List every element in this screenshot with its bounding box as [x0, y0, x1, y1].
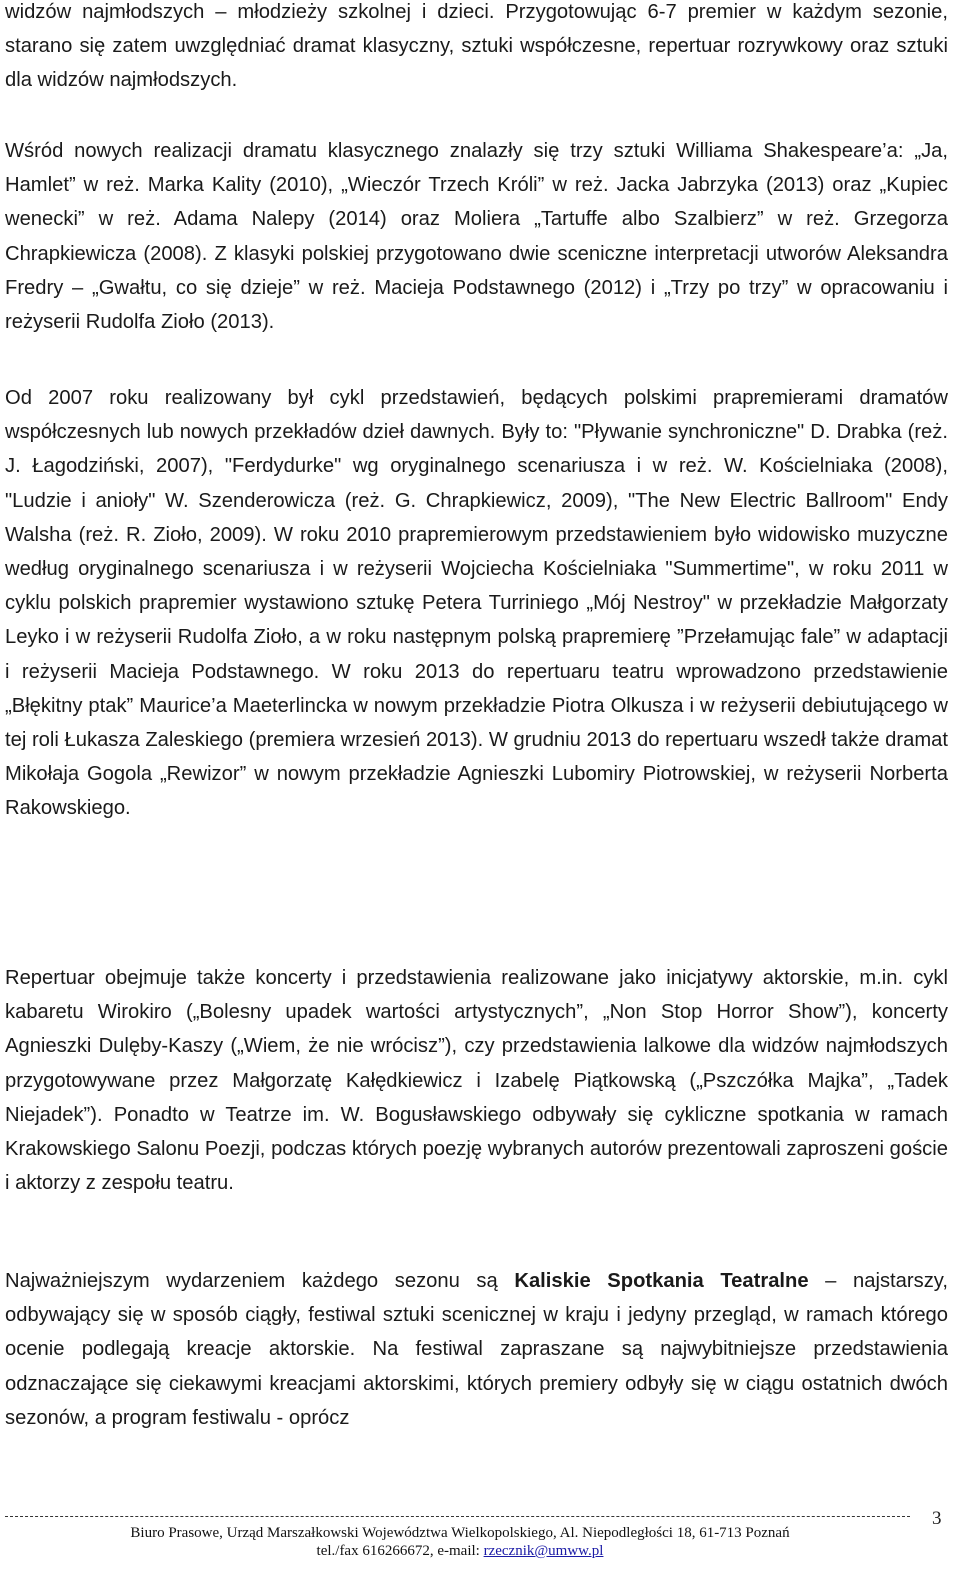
footer-contact-prefix: tel./fax 616266672, e-mail: — [316, 1543, 484, 1559]
footer-address: Biuro Prasowe, Urząd Marszałkowski Województwa Wielkopolskiego, Al. Niepodległości 18, 61-713 Poznań — [130, 1525, 790, 1541]
paragraph-1: widzów najmłodszych – młodzieży szkolnej i dzieci. Przygotowując 6-7 premier w każdym sezonie, starano się zatem uwzględniać dramat klasyczny, sztuki współczesne, repertuar rozrywkowy oraz sztuki dla widzów najmłodszych. — [5, 1, 948, 92]
paragraph-5-text-end: – najstarszy, odbywający się w sposób ciągły, festiwal sztuki scenicznej w kraju i jedyny przegląd, w ramach którego ocenie podlegają kreacje aktorskie. Na festiwal zapraszane są najwybitniejsze przedstawienia odznaczające się ciekawymi kreacjami aktorskimi, których premiery odbyły się w ciągu ostatnich dwóch sezonów, a program festiwalu - oprócz — [5, 1270, 948, 1429]
paragraph-5 — [5, 1264, 948, 1435]
email-link[interactable]: rzecznik@umww.pl — [483, 1543, 604, 1559]
festival-name: Kaliskie Spotkania Teatralne — [514, 1270, 809, 1292]
paragraph-2: Wśród nowych realizacji dramatu klasycznego znalazły się trzy sztuki Williama Shakespeare’a: „Ja, Hamlet” w reż. Marka Kality (2010), „Wieczór Trzech Króli” w reż. Jacka Jabrzyka (2013) oraz „Kupiec wenecki” w reż. Adama Nalepy (2014) oraz Moliera „Tartuffe albo Szalbierz” w reż. Grzegorza Chrapkiewicza (2008). Z klasyki polskiej przygotowano dwie sceniczne interpretacji utworów Aleksandra Fredry – „Gwałtu, co się dzieje” w reż. Macieja Podstawnego (2012) i „Trzy po trzy” w opracowaniu i reżyserii Rudolfa Zioło (2013). — [5, 140, 948, 334]
paragraph-5-text-start: Najważniejszym wydarzeniem każdego sezonu są — [5, 1270, 515, 1292]
footer-contact — [0, 1543, 920, 1560]
page-number: 3 — [932, 1508, 942, 1529]
paragraph-4: Repertuar obejmuje także koncerty i przedstawienia realizowane jako inicjatywy aktorskie, m.in. cykl kabaretu Wirokiro („Bolesny upadek wartości artystycznych”, „Non Stop Horror Show”), koncerty Agnieszki Dulęby-Kaszy („Wiem, że nie wrócisz”), czy przedstawienia lalkowe dla widzów najmłodszych przygotowywane przez Małgorzatę Kałędkiewicz i Izabelę Piątkowską („Pszczółka Majka”, „Tadek Niejadek”). Ponadto w Teatrze im. W. Bogusławskiego odbywały się cykliczne spotkania w ramach Krakowskiego Salonu Poezji, podczas których poezję wybranych autorów prezentowali zaproszeni goście i aktorzy z zespołu teatru. — [5, 967, 948, 1195]
paragraph-3: Od 2007 roku realizowany był cykl przedstawień, będących polskimi prapremierami dramatów współczesnych lub nowych przekładów dzieł dawnych. Były to: "Pływanie synchroniczne" D. Drabka (reż. J. Łagodziński, 2007), "Ferdydurke" wg oryginalnego scenariusza i w reż. W. Kościelniaka (2008), "Ludzie i anioły" W. Szenderowicza (reż. G. Chrapkiewicz, 2009), "The New Electric Ballroom" Endy Walsha (reż. R. Zioło, 2009). W roku 2010 prapremierowym przedstawieniem było widowisko muzyczne według oryginalnego scenariusza i w reżyserii Wojciecha Kościelniaka "Summertime", w roku 2011 w cyklu polskich prapremier wystawiono sztukę Petera Turriniego „Mój Nestroy" w przekładzie Małgorzaty Leyko i w reżyserii Rudolfa Zioło, a w roku następnym polską prapremierę ”Przełamując fale” w adaptacji i reżyserii Macieja Podstawnego. W roku 2013 do repertuaru teatru wprowadzono przedstawienie „Błękitny ptak” Maurice’a Maeterlincka w nowym przekładzie Piotra Olkusza i w reżyserii debiutującego w tej roli Łukasza Zaleskiego (premiera wrzesień 2013). W grudniu 2013 do repertuaru wszedł także dramat Mikołaja Gogola „Rewizor” w nowym przekładzie Agnieszki Lubomiry Piotrowskiej, w reżyserii Norberta Rakowskiego. — [5, 387, 948, 820]
footer-divider — [5, 1516, 910, 1517]
